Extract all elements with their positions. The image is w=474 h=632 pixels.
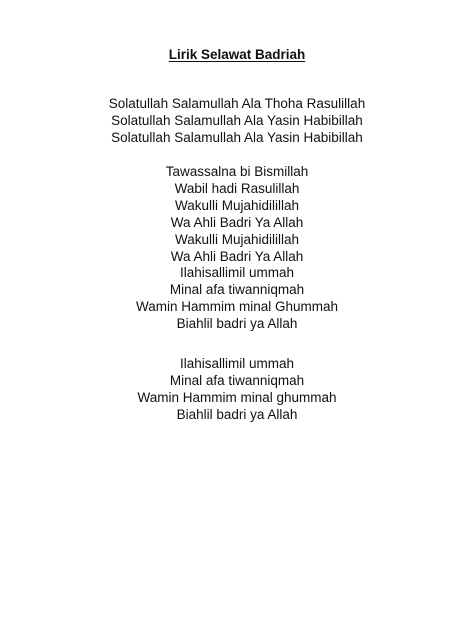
lyric-line: Wakulli Mujahidilillah	[174, 231, 300, 247]
document-title: Lirik Selawat Badriah	[168, 47, 306, 62]
lyric-line: Minal afa tiwanniqmah	[169, 281, 305, 297]
lyric-line: Biahlil badri ya Allah	[176, 406, 298, 422]
lyric-line: Biahlil badri ya Allah	[176, 315, 298, 331]
lyric-line: Ilahisallimil ummah	[179, 265, 295, 280]
lyric-line: Wakulli Mujahidilillah	[174, 197, 300, 213]
lyric-line: Wa Ahli Badri Ya Allah	[170, 214, 304, 230]
lyric-line: Ilahisallimil ummah	[179, 356, 295, 371]
stanza-3	[0, 265, 474, 333]
stanza-4	[0, 356, 474, 424]
lyric-line: Minal afa tiwanniqmah	[169, 372, 305, 388]
stanza-2	[0, 164, 474, 265]
lyric-line: Solatullah Salamullah Ala Yasin Habibillah	[111, 112, 363, 128]
lyric-line: Wamin Hammim minal ghummah	[137, 389, 337, 405]
lyric-line: Wa Ahli Badri Ya Allah	[170, 248, 304, 264]
lyric-line: Wabil hadi Rasulillah	[174, 180, 300, 196]
lyric-line: Tawassalna bi Bismillah	[165, 164, 309, 179]
stanza-1	[0, 96, 474, 147]
lyric-line: Solatullah Salamullah Ala Thoha Rasulillah	[108, 96, 366, 111]
lyric-line: Wamin Hammim minal Ghummah	[135, 298, 339, 314]
lyric-line: Solatullah Salamullah Ala Yasin Habibillah	[111, 129, 363, 145]
